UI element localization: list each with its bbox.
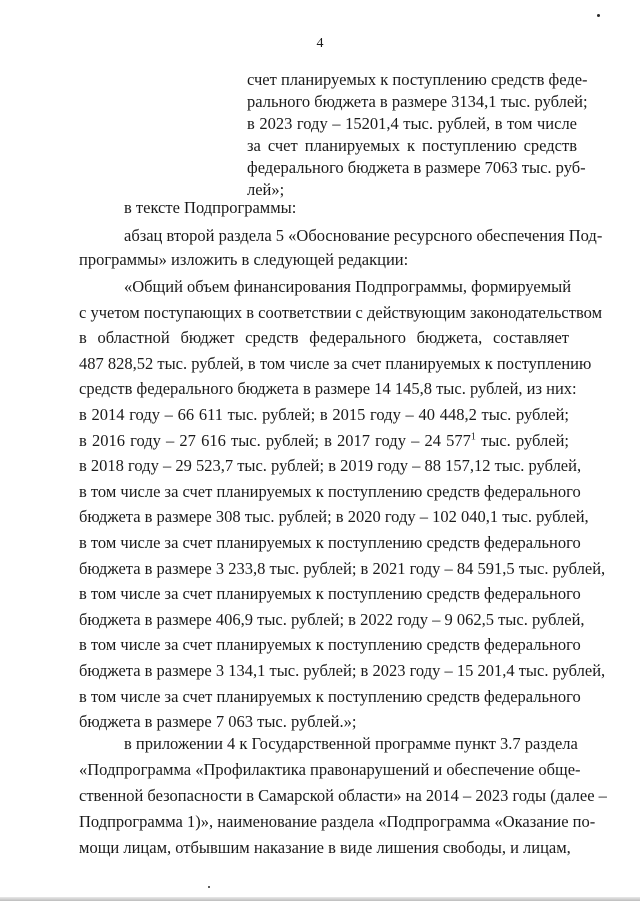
quote-line: лей»; — [247, 180, 285, 199]
paragraph-line: средств федерального бюджета в размере 14 145,8 тыс. рублей, из них: — [79, 379, 577, 399]
paragraph-line: бюджета в размере 406,9 тыс. рублей; в 2022 году – 9 062,5 тыс. рублей, — [79, 609, 585, 629]
quote-line: счет планируемых к поступлению средств феде- — [247, 70, 588, 89]
paragraph-line: бюджета в размере 3 134,1 тыс. рублей; в 2023 году – 15 201,4 тыс. рублей, — [79, 661, 606, 680]
paragraph-line: в тексте Подпрограммы: — [124, 198, 297, 217]
paragraph-line: бюджета в размере 7 063 тыс. рублей.»; — [79, 712, 357, 732]
paragraph-line: в том числе за счет планируемых к поступлению средств федерального — [79, 686, 581, 706]
quote-line: федерального бюджета в размере 7063 тыс. руб- — [247, 158, 586, 177]
paragraph-line: в 2018 году – 29 523,7 тыс. рублей; в 2019 году – 88 157,12 тыс. рублей, — [79, 456, 582, 476]
quote-line: за счет планируемых к поступлению средств — [247, 136, 577, 155]
quote-line: в 2023 году – 15201,4 тыс. рублей, в том числе — [247, 114, 577, 133]
paragraph-line: в 2014 году – 66 611 тыс. рублей; в 2015 году – 40 448,2 тыс. рублей; — [79, 405, 569, 424]
paragraph-line: в том числе за счет планируемых к поступлению средств федерального — [79, 584, 581, 604]
page-edge — [0, 897, 640, 901]
paragraph-line: в том числе за счет планируемых к поступлению средств федерального — [79, 635, 581, 655]
paragraph-line-with-footnote — [79, 429, 569, 453]
paragraph-line: мощи лицам, отбывшим наказание в виде лишения свободы, и лицам, — [79, 838, 571, 857]
paragraph-line: абзац второй раздела 5 «Обоснование ресурсного обеспечения Под- — [124, 226, 603, 245]
scan-dot — [208, 886, 210, 888]
page-number: 4 — [316, 36, 324, 51]
paragraph-line: с учетом поступающих в соответствии с действующим законодательством — [79, 302, 603, 322]
footnote-mark: 1 — [470, 431, 476, 443]
text-segment: в 2016 году – 27 616 тыс. рублей; в 2017 году – 24 577 — [79, 430, 471, 450]
paragraph-line: 487 828,52 тыс. рублей, в том числе за счет планируемых к поступлению — [79, 353, 592, 373]
paragraph-line: в областной бюджет средств федерального бюджета, составляет — [79, 328, 569, 348]
paragraph-line: программы» изложить в следующей редакции: — [79, 250, 409, 269]
quote-line: рального бюджета в размере 3134,1 тыс. рублей; — [247, 92, 588, 111]
paragraph-line: бюджета в размере 308 тыс. рублей; в 2020 году – 102 040,1 тыс. рублей, — [79, 507, 589, 527]
paragraph-line: «Подпрограмма «Профилактика правонарушений и обеспечение обще- — [79, 760, 581, 779]
paragraph-line: в том числе за счет планируемых к поступлению средств федерального — [79, 533, 581, 552]
paragraph-line: бюджета в размере 3 233,8 тыс. рублей; в 2021 году – 84 591,5 тыс. рублей, — [79, 558, 606, 578]
paragraph-line: в том числе за счет планируемых к поступлению средств федерального — [79, 481, 581, 501]
text-segment: тыс. рублей; — [475, 430, 569, 450]
paragraph-line: «Общий объем финансирования Подпрограммы, формируемый — [124, 277, 572, 296]
paragraph-line: Подпрограмма 1)», наименование раздела «Подпрограмма «Оказание по- — [79, 812, 596, 831]
paragraph-line: ственной безопасности в Самарской области» на 2014 – 2023 годы (далее – — [79, 786, 607, 805]
scan-dot — [597, 14, 600, 17]
paragraph-line: в приложении 4 к Государственной программе пункт 3.7 раздела — [124, 734, 578, 753]
